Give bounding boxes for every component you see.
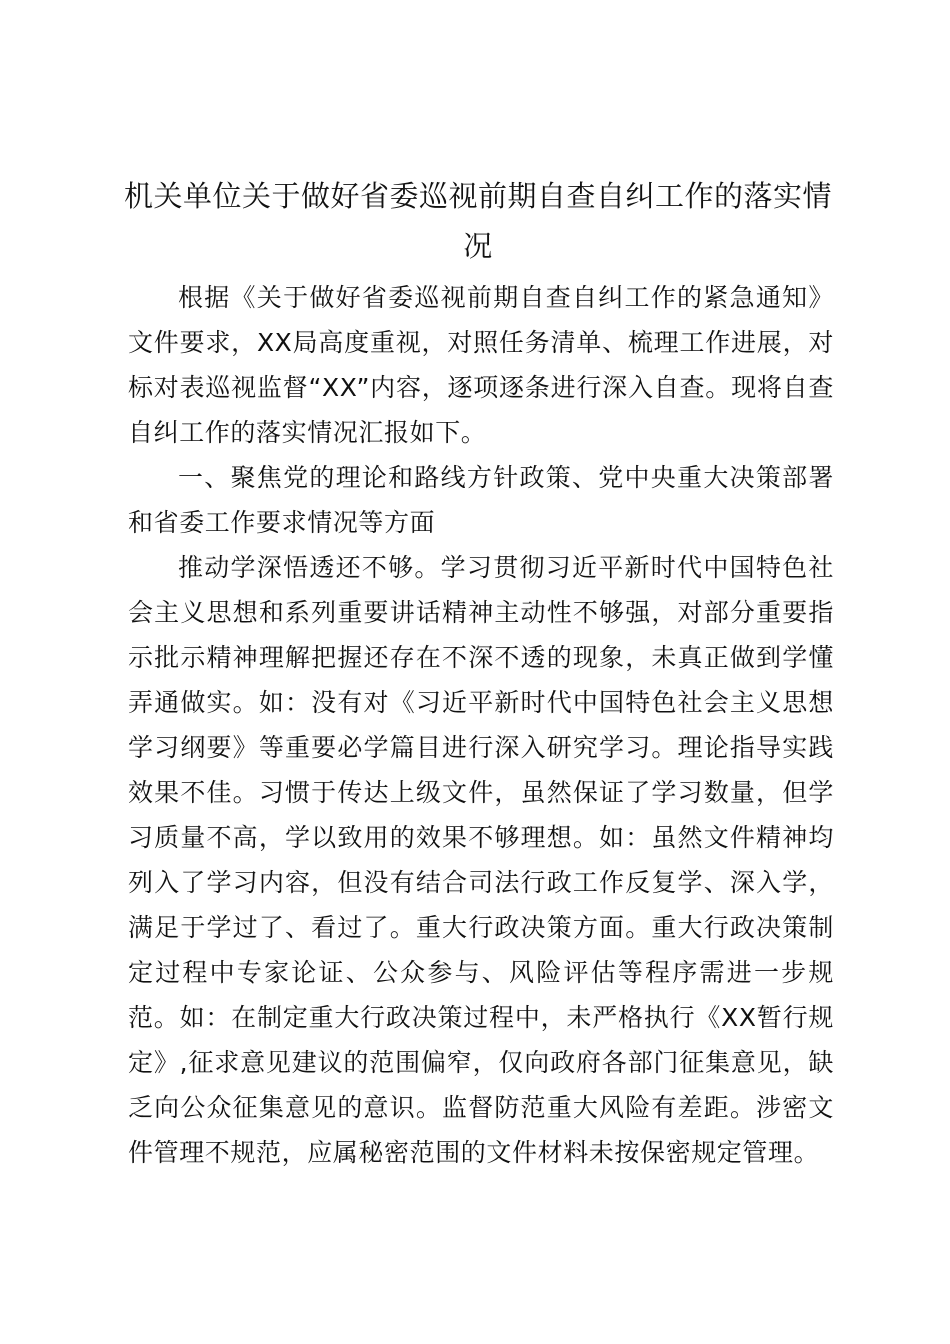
- section-body-paragraph: 推动学深悟透还不够。学习贯彻习近平新时代中国特色社会主义思想和系列重要讲话精神主动性不够强，对部分重要指示批示精神理解把握还存在不深不透的现象，未真正做到学懂弄通做实。如：没有对《习近平新时代中国特色社会主义思想学习纲要》等重要必学篇目进行深入研究学习。理论指导实践效果不佳。习惯于传达上级文件，虽然保证了学习数量，但学习质量不高，学以致用的效果不够理想。如：虽然文件精神均列入了学习内容，但没有结合司法行政工作反复学、深入学，满足于学过了、看过了。重大行政决策方面。重大行政决策制定过程中专家论证、公众参与、风险评估等程序需进一步规范。如：在制定重大行政决策过程中，未严格执行《XX暂行规定》,征求意见建议的范围偏窄，仅向政府各部门征集意见，缺乏向公众征集意见的意识。监督防范重大风险有差距。涉密文件管理不规范，应属秘密范围的文件材料未按保密规定管理。: [128, 553, 834, 1167]
- intro-paragraph: 根据《关于做好省委巡视前期自查自纠工作的紧急通知》文件要求，XX局高度重视，对照任务清单、梳理工作进展，对标对表巡视监督“XX”内容，逐项逐条进行深入自查。现将自查自纠工作的落实情况汇报如下。: [128, 283, 834, 447]
- document-title: 机关单位关于做好省委巡视前期自查自纠工作的落实情况: [123, 179, 832, 263]
- document-body: [128, 275, 834, 1175]
- section-heading: 一、聚焦党的理论和路线方针政策、党中央重大决策部署和省委工作要求情况等方面: [128, 463, 834, 537]
